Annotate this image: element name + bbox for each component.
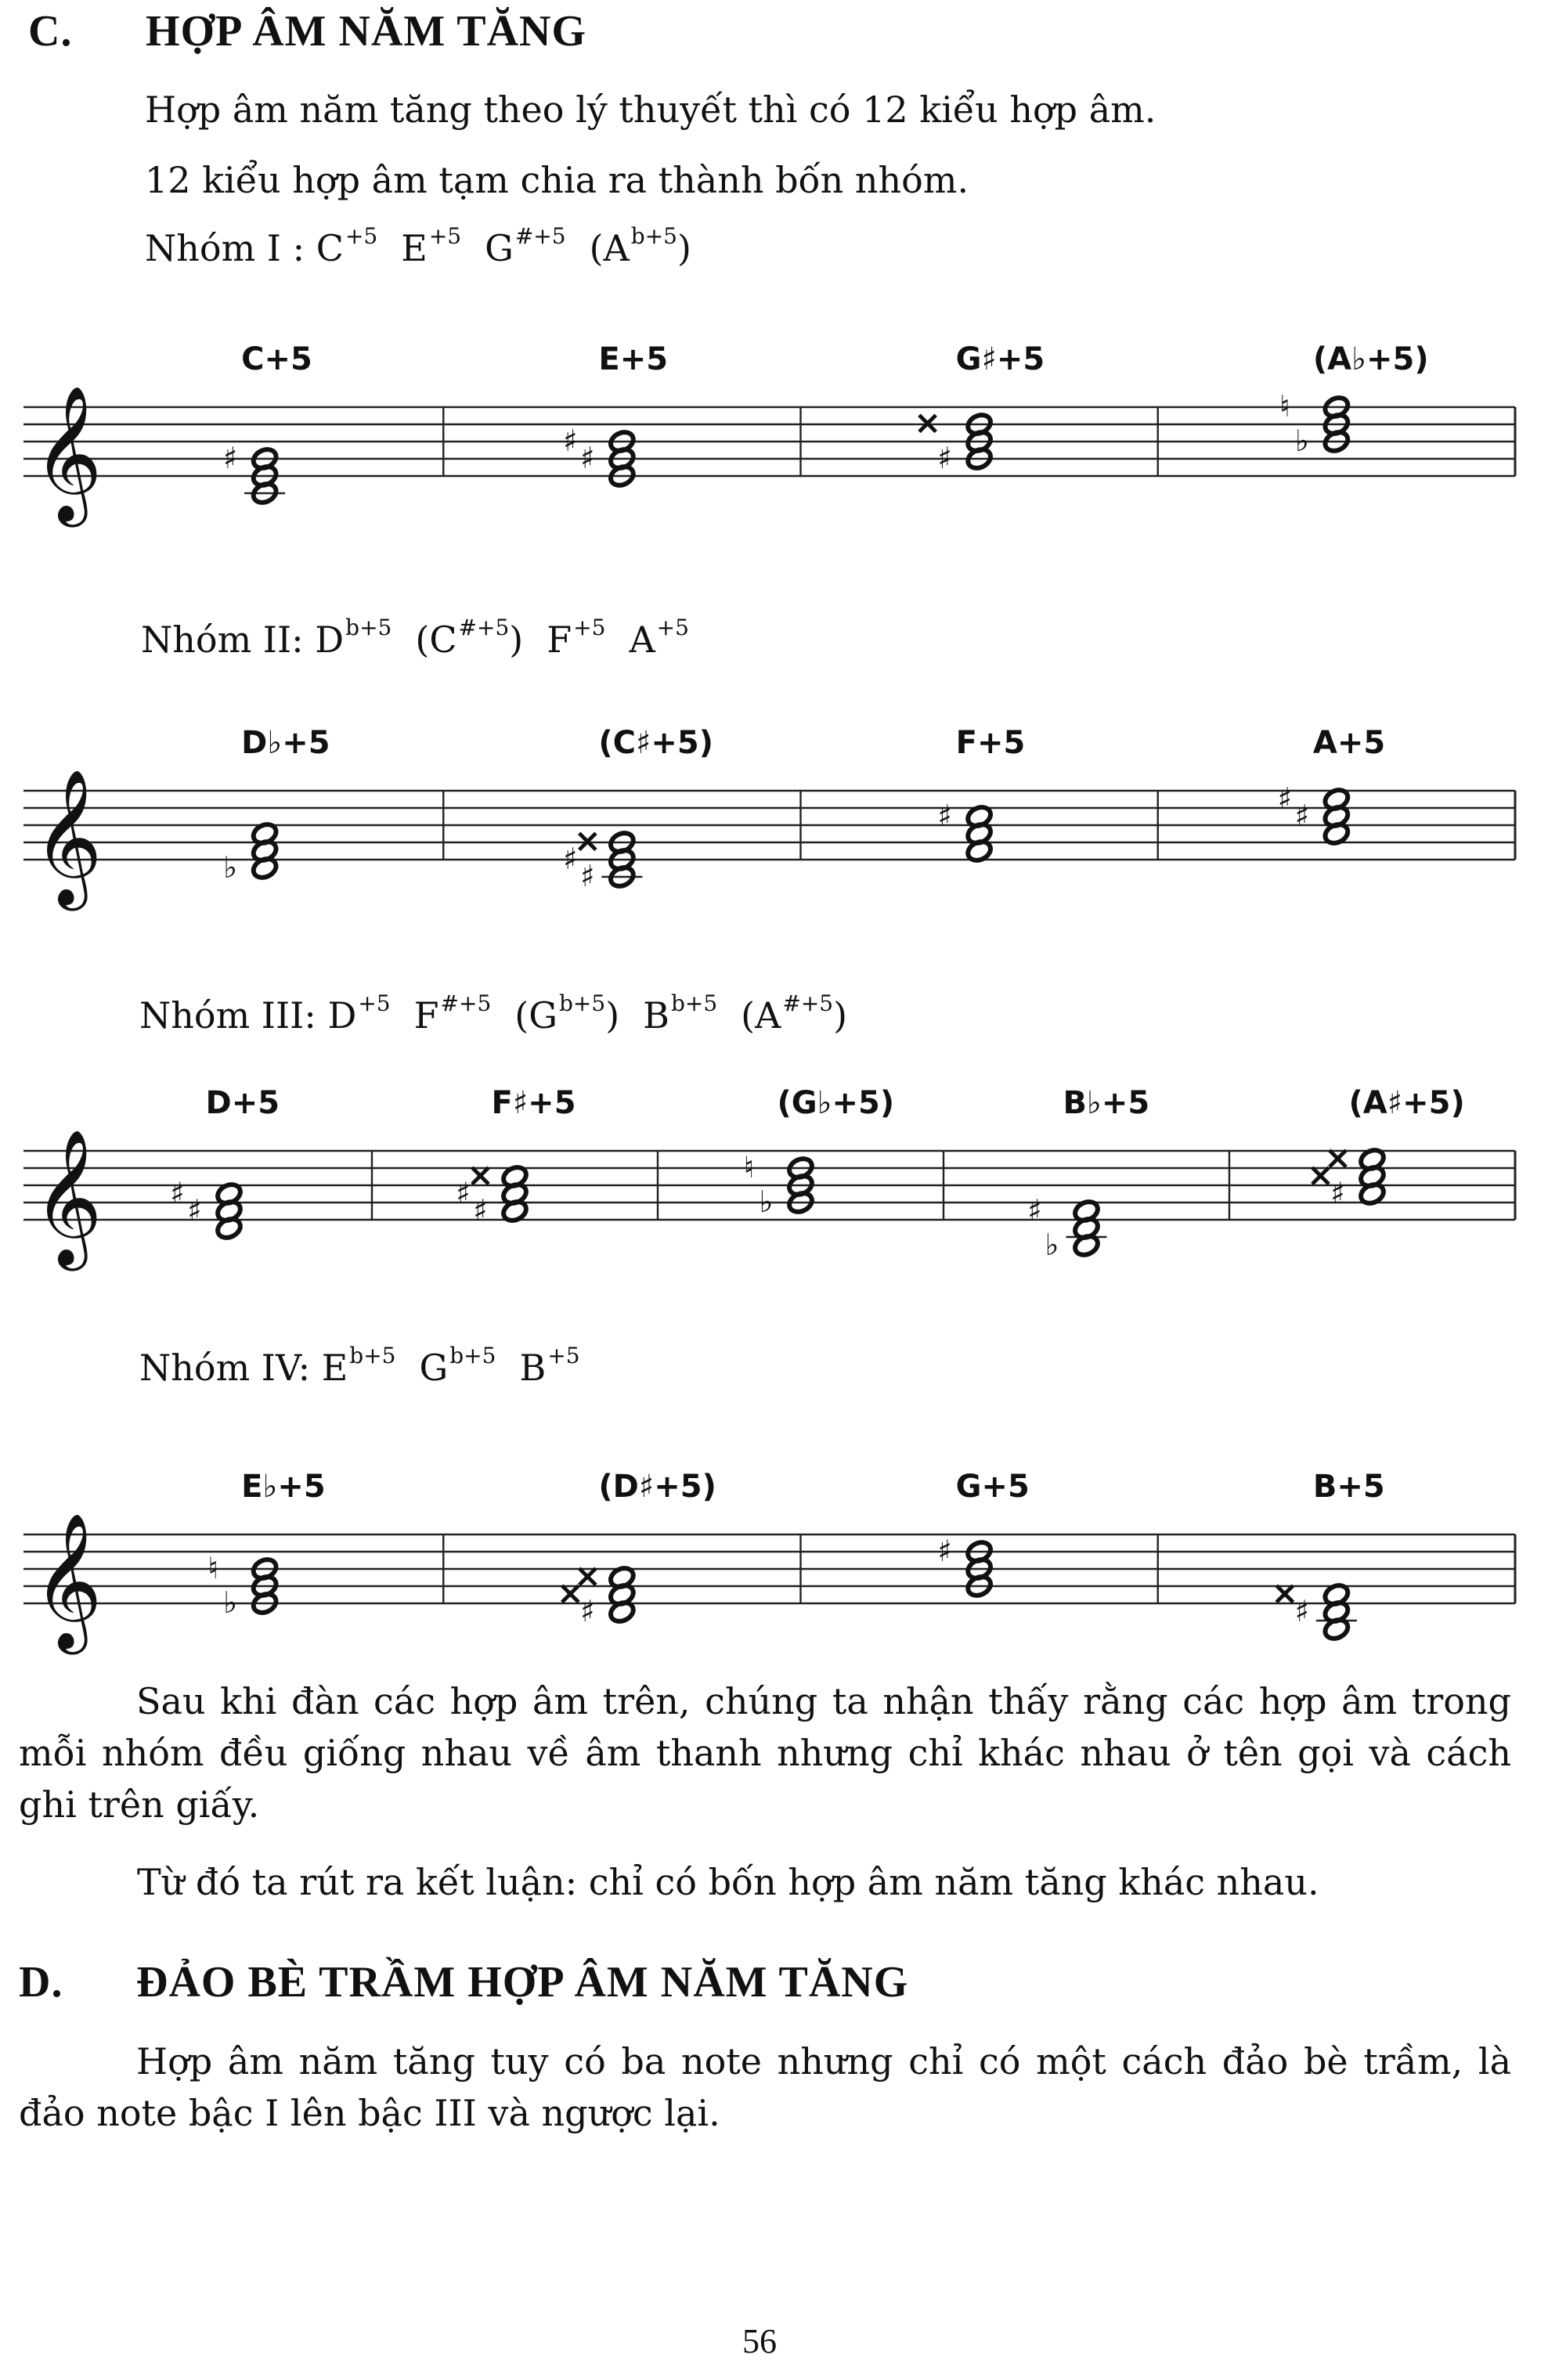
group-chord: $G^{b+5}$	[419, 1342, 496, 1389]
conclusion-line: Từ đó ta rút ra kết luận: chỉ có bốn hợp âm năm tăng khác nhau.	[137, 1861, 1319, 1903]
accidental-icon: ×	[466, 1156, 495, 1194]
accidental-icon: ♯	[1294, 799, 1310, 833]
accidental-icon: ♯	[563, 842, 578, 876]
accidental-icon: ♮	[207, 1551, 218, 1585]
chord-label: (A♭+5)	[1312, 341, 1429, 377]
accidental-icon: ×	[1306, 1156, 1335, 1194]
accidental-icon: ♯	[937, 799, 952, 833]
chord-label: B♭+5	[1063, 1085, 1150, 1121]
group-chord: $D^{+5}$	[327, 990, 391, 1037]
chord-label: G♯+5	[955, 341, 1045, 377]
chord-label: (G♭+5)	[777, 1085, 895, 1121]
staff-group-4	[0, 1456, 1566, 1660]
group-chord: $(G^{b+5})$	[514, 990, 620, 1037]
group-line	[139, 1342, 604, 1389]
chord-label: (D♯+5)	[598, 1469, 716, 1505]
chord-label: C+5	[241, 341, 312, 377]
accidental-icon: ♯	[1330, 1176, 1345, 1210]
chord-label: F+5	[955, 725, 1026, 761]
treble-clef-icon: 𝄞	[33, 385, 103, 521]
intro-line-1: Hợp âm năm tăng theo lý thuyết thì có 12 kiểu hợp âm.	[145, 88, 1156, 131]
group-chord: $B^{b+5}$	[643, 990, 718, 1037]
accidental-icon: ×	[914, 403, 942, 442]
accidental-icon: ×	[556, 1574, 584, 1612]
accidental-icon: ♯	[1027, 1193, 1042, 1228]
group-chord: $F^{+5}$	[547, 614, 606, 661]
section-c-title: HỢP ÂM NĂM TĂNG	[146, 7, 587, 56]
chord-label: E+5	[598, 341, 669, 377]
chord-label: D+5	[205, 1085, 280, 1121]
accidental-icon: ♭	[223, 850, 238, 885]
accidental-icon: ×	[573, 1556, 601, 1595]
accidental-icon: ×	[573, 821, 601, 860]
chord-label: (A♯+5)	[1348, 1085, 1465, 1121]
chord-label: A+5	[1312, 725, 1386, 761]
staff-group-2	[0, 712, 1566, 916]
section-c-letter: C.	[28, 7, 73, 56]
intro-line-2: 12 kiểu hợp âm tạm chia ra thành bốn nhóm.	[145, 159, 969, 201]
chord-label: B+5	[1312, 1469, 1385, 1505]
group-line	[145, 222, 715, 269]
accidental-icon: ♭	[1294, 424, 1309, 458]
chord-label: (C♯+5)	[598, 725, 713, 761]
group-chord: $B^{+5}$	[519, 1342, 580, 1389]
group-chord: $E^{b+5}$	[321, 1342, 396, 1389]
accidental-icon: ♯	[187, 1193, 202, 1228]
group-chord: $C^{+5}$	[316, 222, 378, 269]
accidental-icon: ♯	[937, 441, 952, 475]
accidental-icon: ♯	[563, 424, 578, 458]
group-line	[141, 614, 713, 661]
accidental-icon: ♯	[1277, 781, 1293, 816]
group-chord: $E^{+5}$	[401, 222, 462, 269]
chord-label: D♭+5	[241, 725, 330, 761]
group-label: Nhóm I :	[145, 227, 316, 269]
group-chord: $A^{+5}$	[629, 614, 689, 661]
accidental-icon: ♯	[937, 1534, 952, 1568]
group-label: Nhóm III:	[139, 994, 328, 1037]
treble-clef-icon: 𝄞	[33, 1129, 103, 1265]
page-number: 56	[742, 2322, 777, 2360]
staff-group-1	[0, 329, 1566, 532]
accidental-icon: ♯	[580, 441, 595, 475]
accidental-icon: ×	[1271, 1574, 1299, 1612]
treble-clef-icon: 𝄞	[33, 1513, 103, 1649]
accidental-icon: ♭	[1045, 1228, 1059, 1262]
section-d-title: ĐẢO BÈ TRẦM HỢP ÂM NĂM TĂNG	[136, 1958, 909, 2007]
group-chord: $D^{b+5}$	[315, 614, 392, 661]
treble-clef-icon: 𝄞	[33, 769, 103, 905]
group-chord: $(C^{\#+5})$	[415, 614, 524, 661]
accidental-icon: ♭	[759, 1185, 774, 1219]
group-chord: $F^{\#+5}$	[413, 990, 492, 1037]
section-d-letter: D.	[19, 1958, 63, 2007]
accidental-icon: ♯	[473, 1193, 488, 1228]
group-line	[139, 990, 871, 1037]
accidental-icon: ♭	[223, 1585, 238, 1620]
accidental-icon: ♯	[580, 1594, 595, 1628]
group-label: Nhóm II:	[141, 618, 316, 661]
group-chord: $G^{\#+5}$	[485, 222, 566, 269]
section-c-heading	[28, 6, 586, 56]
accidental-icon: ♯	[580, 859, 595, 893]
conclusion-paragraph: Sau khi đàn các hợp âm trên, chúng ta nhận thấy rằng các hợp âm trong mỗi nhóm đều giống nhau về âm thanh nhưng chỉ khác nhau ở tên gọi và cách ghi trên giấy.	[19, 1680, 1511, 1826]
accidental-icon: ×	[1323, 1138, 1352, 1177]
accidental-icon: ♯	[222, 441, 238, 475]
accidental-icon: ♮	[743, 1150, 755, 1185]
group-label: Nhóm IV:	[139, 1347, 322, 1389]
accidental-icon: ♯	[170, 1176, 185, 1210]
group-chord: $(A^{\#+5})$	[741, 990, 848, 1037]
section-d-paragraph: Hợp âm năm tăng tuy có ba note nhưng chỉ có một cách đảo bè trầm, là đảo note bậc I lên bậc III và ngược lại.	[19, 2040, 1511, 2134]
accidental-icon: ♮	[1279, 389, 1290, 424]
section-d-heading	[19, 1957, 908, 2007]
accidental-icon: ♯	[456, 1176, 471, 1210]
chord-label: E♭+5	[241, 1469, 326, 1505]
chord-label: G+5	[955, 1469, 1030, 1505]
chord-label: F♯+5	[491, 1085, 576, 1121]
staff-group-3	[0, 1073, 1566, 1276]
accidental-icon: ♯	[1294, 1594, 1310, 1628]
group-chord: $(A^{b+5})$	[589, 222, 691, 269]
